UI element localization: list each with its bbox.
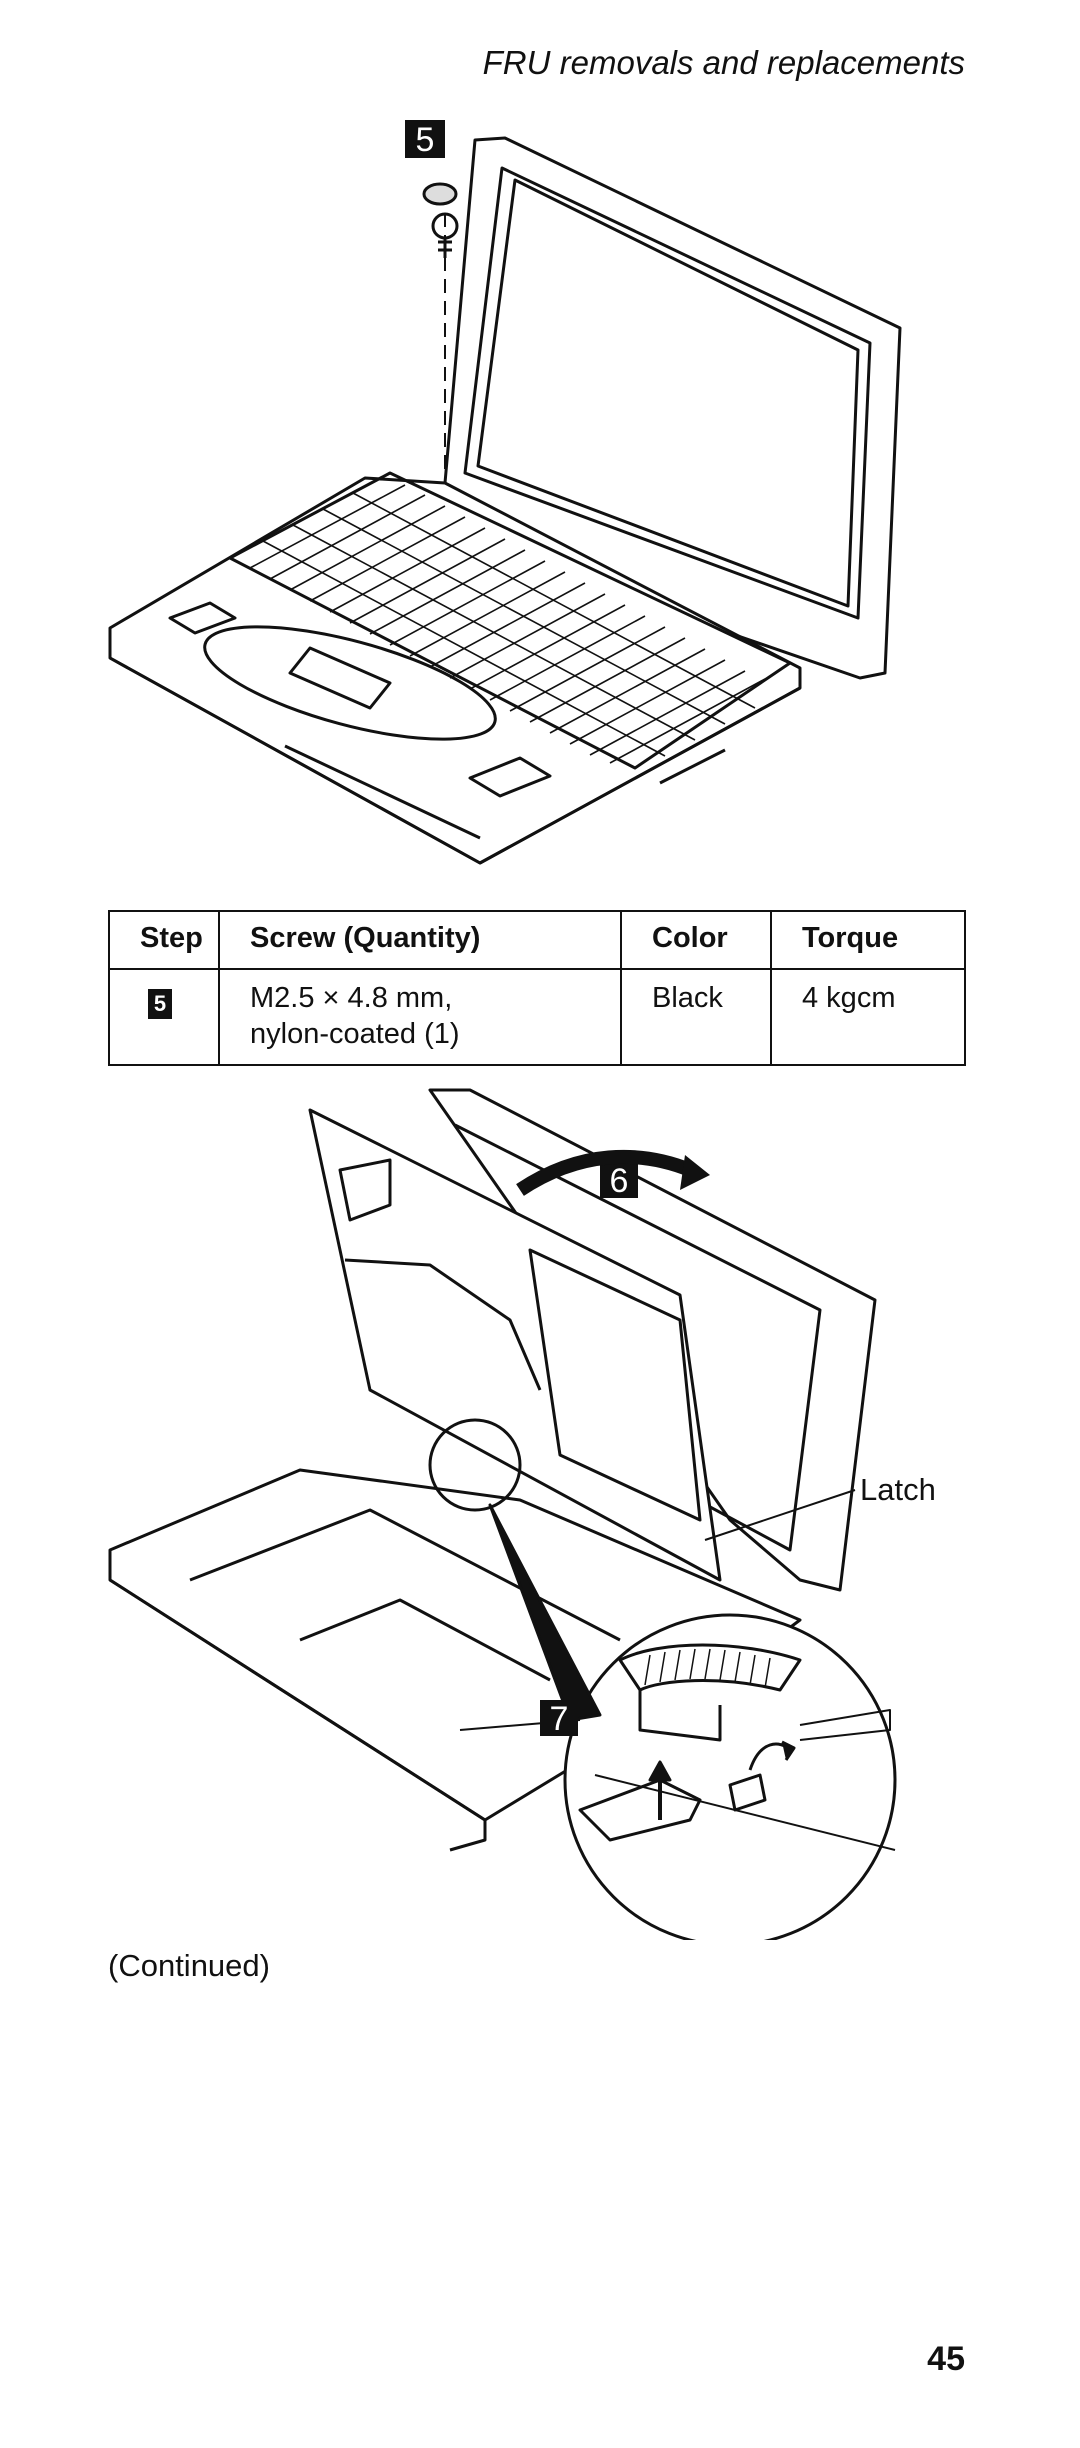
header-screw: Screw (Quantity) xyxy=(219,911,621,969)
page-number: 45 xyxy=(927,2340,965,2378)
page-header-title: FRU removals and replacements xyxy=(482,44,965,81)
table-row xyxy=(109,969,965,1065)
step-5-table-badge: 5 xyxy=(148,989,172,1019)
step-6-badge: 6 xyxy=(609,1162,629,1200)
table-header-row xyxy=(109,911,965,969)
header-step: Step xyxy=(109,911,219,969)
latch-label: Latch xyxy=(860,1472,936,1507)
screw-coating: nylon-coated (1) xyxy=(250,1018,460,1050)
screw-spec-table xyxy=(108,910,966,1066)
step-5-badge: 5 xyxy=(415,121,435,159)
color-cell: Black xyxy=(621,969,771,1065)
header-torque: Torque xyxy=(771,911,965,969)
screw-size: M2.5 × 4.8 mm, xyxy=(250,982,453,1014)
bezel-removal-illustration xyxy=(100,1080,980,1940)
laptop-screw-illustration xyxy=(100,118,930,878)
step-7-badge: 7 xyxy=(549,1700,569,1738)
step-cell xyxy=(109,969,219,1065)
torque-cell: 4 kgcm xyxy=(771,969,965,1065)
header-color: Color xyxy=(621,911,771,969)
continued-note: (Continued) xyxy=(108,1948,270,1983)
screw-cell xyxy=(219,969,621,1065)
